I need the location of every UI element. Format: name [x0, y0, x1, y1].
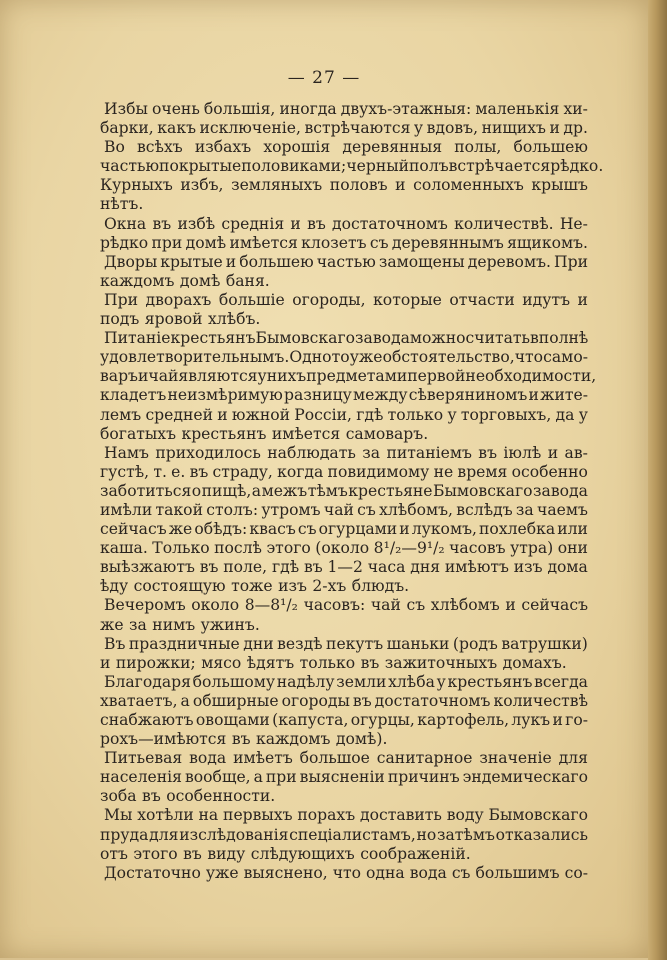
page-edge: [648, 0, 667, 960]
text-line: же за нимъ ужинъ.: [100, 615, 260, 634]
text-line: Въ праздничные дни вездѣ пекутъ шаньки (родъ ватрушки): [104, 634, 588, 653]
text-line: Питаніе крестьянъ Бымовскаго завода можно считать вполнѣ: [104, 329, 589, 348]
text-line: Питьевая вода имѣетъ большое санитарное значеніе для: [104, 749, 588, 768]
text-line: лемъ средней и южной Россіи, гдѣ только у торговыхъ, да у: [100, 405, 588, 424]
text-line: удовлетворительнымъ. Одно то уже обстоятельство, что само-: [100, 348, 588, 367]
text-line: ѣду состоящую тоже изъ 2-хъ блюдъ.: [100, 577, 410, 596]
text-line: Намъ приходилось наблюдать за питаніемъ въ іюлѣ и ав-: [104, 443, 588, 462]
text-line: выѣзжаютъ въ поле, гдѣ въ 1—2 часа дня имѣютъ изъ дома: [100, 558, 588, 577]
text-line: богатыхъ крестьянъ имѣется самоваръ.: [100, 424, 429, 443]
text-line: отъ этого въ виду слѣдующихъ соображеній.: [100, 844, 471, 863]
text-line: Во всѣхъ избахъ хорошія деревянныя полы, большею: [104, 138, 588, 157]
text-line: частью покрытые половиками; черный полъ встрѣчается рѣдко.: [100, 157, 604, 176]
text-line: хватаетъ, а обширные огороды въ достаточномъ количествѣ: [100, 691, 588, 710]
text-line: Благодаря большому надѣлу земли хлѣба у крестьянъ всегда: [104, 672, 588, 691]
text-line: При дворахъ большіе огороды, которые отчасти идутъ и: [104, 290, 588, 309]
text-line: барки, какъ исключеніе, встрѣчаются у вдовъ, нищихъ и др.: [100, 119, 588, 138]
text-line: каша. Только послѣ этого (около 8¹/₂—9¹/₂ часовъ утра) они: [100, 539, 588, 558]
text-line: Избы очень большія, иногда двухъ-этажныя: маленькія хи-: [104, 100, 588, 118]
text-line: нѣтъ.: [100, 195, 144, 214]
body-text: [100, 100, 604, 883]
text-line: населенія вообще, а при выясненіи причинъ эндемическаго: [100, 768, 588, 787]
text-line: и пирожки; мясо ѣдятъ только въ зажиточныхъ домахъ.: [100, 653, 567, 672]
text-line: Мы хотѣли на первыхъ порахъ доставить воду Бымовскаго: [104, 806, 588, 825]
text-line: снабжаютъ овощами (капуста, огурцы, картофель, лукъ и го-: [100, 711, 588, 729]
text-line: варъ и чай являются у нихъ предметами первой необходимости,: [100, 367, 597, 386]
text-line: рѣдко при домѣ имѣется клозетъ съ деревяннымъ ящикомъ.: [100, 233, 588, 252]
text-line: Достаточно уже выяснено, что одна вода съ большимъ со-: [104, 863, 588, 882]
text-line: Окна въ избѣ среднія и въ достаточномъ количествѣ. Не-: [104, 214, 588, 233]
text-line: заботиться о пищѣ, а межъ тѣмъ крестьяне Бымовскаго завода: [100, 481, 588, 500]
text-line: имѣли такой столъ: утромъ чай съ хлѣбомъ, вслѣдъ за чаемъ: [100, 500, 588, 519]
text-line: каждомъ домѣ баня.: [100, 271, 270, 290]
text-line: зоба въ особенности.: [100, 787, 276, 806]
text-line: подъ яровой хлѣбъ.: [100, 310, 261, 329]
text-line: сейчасъ же обѣдъ: квасъ съ огурцами и лукомъ, похлебка или: [100, 520, 588, 539]
page-number: — 27 —: [287, 68, 361, 88]
text-line: Курныхъ избъ, земляныхъ половъ и соломенныхъ крышъ: [100, 176, 588, 195]
text-line: кладетъ неизмѣримую разницу между сѣверяниномъ и жите-: [100, 386, 588, 405]
text-line: рохъ—имѣются въ каждомъ домѣ).: [100, 730, 388, 749]
text-line: Вечеромъ около 8—8¹/₂ часовъ: чай съ хлѣбомъ и сейчасъ: [104, 596, 588, 615]
text-line: пруда для изслѣдованія спеціалистамъ, но затѣмъ отказались: [100, 825, 588, 844]
text-line: Дворы крытые и большею частью замощены деревомъ. При: [104, 252, 588, 271]
text-line: густѣ, т. е. въ страду, когда повидимому не время особенно: [100, 462, 588, 481]
